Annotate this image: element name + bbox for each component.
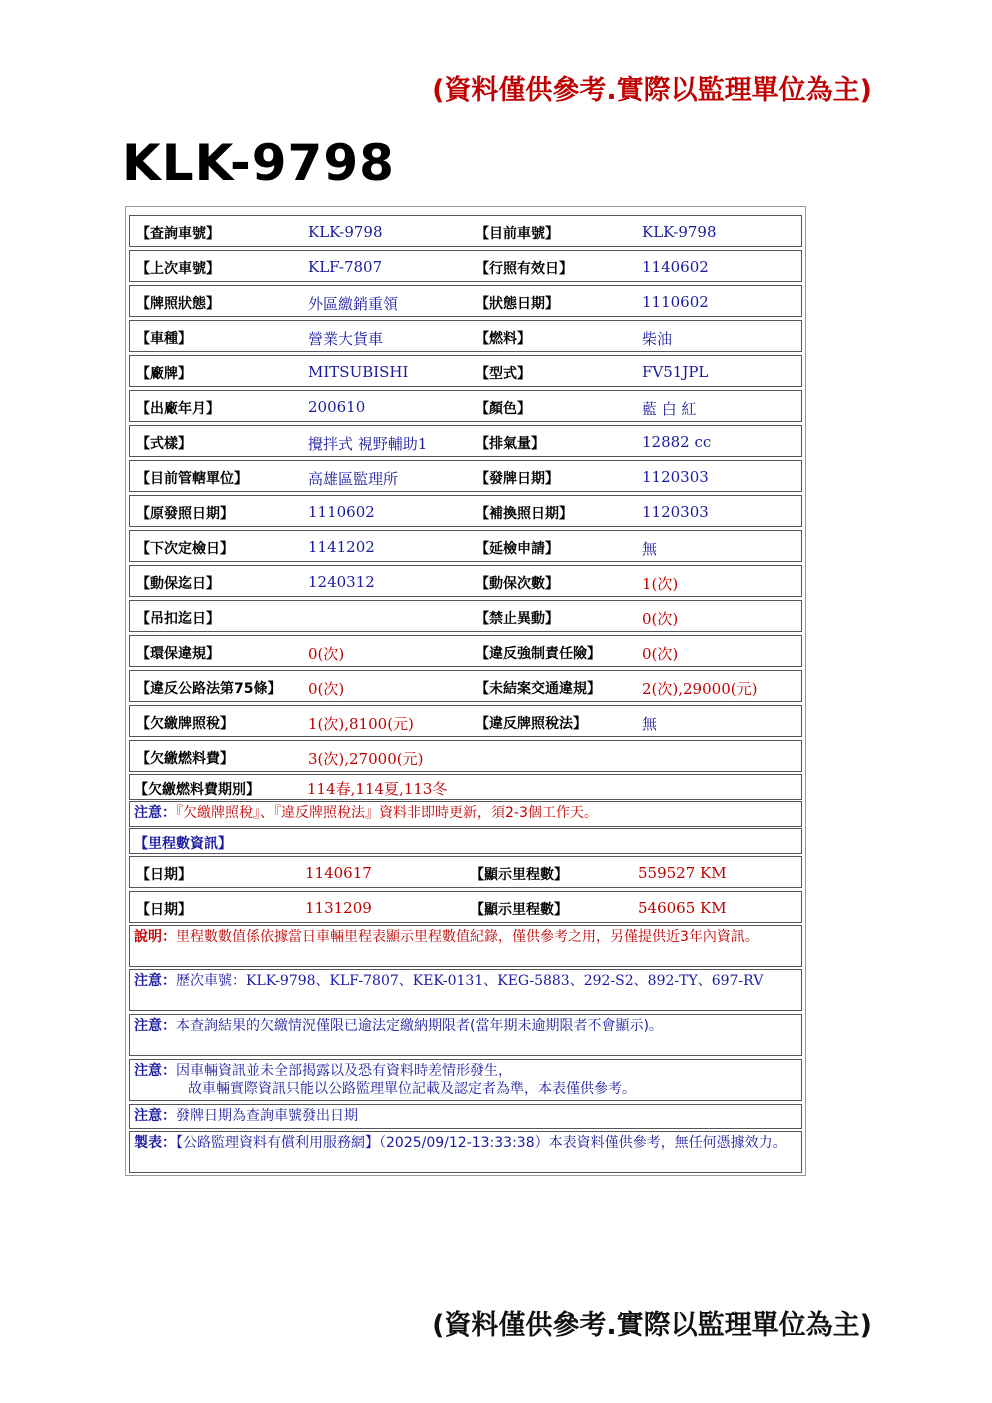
- field-label: 【查詢車號】: [136, 226, 220, 242]
- explain-head: 說明：: [134, 929, 176, 945]
- disclaimer-top: (資料僅供參考.實際以監理單位為主): [432, 75, 872, 106]
- field-label: 【燃料】: [475, 331, 531, 347]
- mileage-date-label: 【日期】: [136, 867, 192, 883]
- field-value: MITSUBISHI: [308, 363, 409, 381]
- mileage-row-2: [129, 891, 802, 923]
- field-label: 【目前車號】: [475, 226, 559, 242]
- fuel-period-value: 114春,114夏,113冬: [307, 780, 448, 798]
- info-row: [129, 355, 802, 387]
- field-value: 1240312: [308, 573, 375, 591]
- info-row: [129, 285, 802, 317]
- note2-row: [129, 1014, 802, 1056]
- plate-number-title: KLK-9798: [122, 134, 395, 192]
- history-row: [129, 969, 802, 1011]
- field-label: 【禁止異動】: [475, 611, 559, 627]
- note2-head: 注意：: [134, 1018, 176, 1034]
- field-value: 0(次): [308, 680, 345, 698]
- note4-head: 注意：: [134, 1108, 176, 1124]
- field-value: FV51JPL: [642, 363, 709, 381]
- field-label: 【排氣量】: [475, 436, 545, 452]
- field-value: 1(次),8100(元): [308, 715, 414, 733]
- note4-text: 發牌日期為查詢車號發出日期: [176, 1108, 358, 1124]
- field-value: 1140602: [642, 258, 709, 276]
- mileage-header-row: [129, 828, 802, 854]
- field-label: 【發牌日期】: [475, 471, 559, 487]
- field-label: 【違反牌照稅法】: [475, 716, 587, 732]
- fuel-period-row: [129, 774, 802, 800]
- footer-head: 製表：: [134, 1135, 176, 1151]
- field-label: 【動保迄日】: [136, 576, 220, 592]
- field-value: 0(次): [642, 610, 679, 628]
- field-value: 12882 cc: [642, 433, 712, 451]
- disclaimer-bottom: (資料僅供參考.實際以監理單位為主): [432, 1310, 872, 1341]
- info-row: [129, 215, 802, 247]
- mileage-km: 546065 KM: [638, 899, 727, 917]
- info-row: [129, 425, 802, 457]
- field-label: 【目前管轄單位】: [136, 471, 248, 487]
- note3-head: 注意：: [134, 1063, 176, 1079]
- field-value: 藍 白 紅: [642, 400, 697, 418]
- field-value: 1110602: [642, 293, 709, 311]
- footer-row: [129, 1131, 802, 1173]
- field-value: KLF-7807: [308, 258, 383, 276]
- notice-row: [129, 801, 802, 827]
- mileage-date-label: 【日期】: [136, 902, 192, 918]
- field-label: 【廠牌】: [136, 366, 192, 382]
- field-value: 無: [642, 540, 658, 558]
- field-value: 外區繳銷重領: [308, 295, 399, 313]
- field-value: 營業大貨車: [308, 330, 384, 348]
- field-value: 1120303: [642, 468, 709, 486]
- info-row: [129, 705, 802, 737]
- info-row: [129, 565, 802, 597]
- mileage-row-1: [129, 856, 802, 888]
- note3-line2: 故車輛實際資訊只能以公路監理單位記載及認定者為準，本表僅供參考。: [188, 1081, 636, 1097]
- field-label: 【吊扣迄日】: [136, 611, 220, 627]
- field-label: 【型式】: [475, 366, 531, 382]
- info-row: [129, 460, 802, 492]
- info-row: [129, 250, 802, 282]
- field-value: 200610: [308, 398, 366, 416]
- mileage-header: 【里程數資訊】: [134, 836, 232, 852]
- field-label: 【延檢申請】: [475, 541, 559, 557]
- info-row: [129, 740, 802, 772]
- footer-text: 【公路監理資料有償利用服務網】（2025/09/12-13:33:38）本表資料僅供參考，無任何憑據效力。: [176, 1135, 787, 1151]
- info-row: [129, 495, 802, 527]
- field-value: 1110602: [308, 503, 375, 521]
- info-row: [129, 600, 802, 632]
- field-label: 【顏色】: [475, 401, 531, 417]
- mileage-date: 1131209: [305, 899, 372, 917]
- field-label: 【行照有效日】: [475, 261, 573, 277]
- field-label: 【車種】: [136, 331, 192, 347]
- field-label: 【狀態日期】: [475, 296, 559, 312]
- field-label: 【出廠年月】: [136, 401, 220, 417]
- notice-text: 『欠繳牌照稅』、『違反牌照稅法』資料非即時更新，須2-3個工作天。: [176, 805, 598, 821]
- notice-head: 注意：: [134, 805, 176, 821]
- field-label: 【違反強制責任險】: [475, 646, 601, 662]
- field-label: 【上次車號】: [136, 261, 220, 277]
- history-text: 歷次車號：KLK-9798、KLF-7807、KEK-0131、KEG-5883、292-S2、892-TY、697-RV: [176, 973, 764, 989]
- field-value: 2(次),29000(元): [642, 680, 758, 698]
- field-value: 攪拌式 視野輔助1: [308, 435, 428, 453]
- field-label: 【牌照狀態】: [136, 296, 220, 312]
- field-label: 【欠繳牌照稅】: [136, 716, 234, 732]
- explain-text: 里程數數值係依據當日車輛里程表顯示里程數值紀錄，僅供參考之用，另僅提供近3年內資訊。: [176, 929, 759, 945]
- field-value: 3(次),27000(元): [308, 750, 424, 768]
- mileage-km: 559527 KM: [638, 864, 727, 882]
- note3-row: [129, 1059, 802, 1101]
- field-label: 【動保次數】: [475, 576, 559, 592]
- note3-line1: 因車輛資訊並未全部揭露以及恐有資料時差情形發生，: [176, 1063, 512, 1079]
- field-label: 【補換照日期】: [475, 506, 573, 522]
- field-label: 【下次定檢日】: [136, 541, 234, 557]
- field-value: 0(次): [642, 645, 679, 663]
- field-value: 1(次): [642, 575, 679, 593]
- field-value: 高雄區監理所: [308, 470, 399, 488]
- field-label: 【欠繳燃料費】: [136, 751, 234, 767]
- info-row: [129, 390, 802, 422]
- info-row: [129, 670, 802, 702]
- fuel-period-label: 【欠繳燃料費期別】: [134, 782, 260, 798]
- mileage-date: 1140617: [305, 864, 372, 882]
- field-value: 0(次): [308, 645, 345, 663]
- field-label: 【環保違規】: [136, 646, 220, 662]
- vehicle-info-sheet: [125, 206, 806, 1176]
- info-row: [129, 320, 802, 352]
- note2-text: 本查詢結果的欠繳情況僅限已逾法定繳納期限者(當年期未逾期限者不會顯示)。: [176, 1018, 663, 1034]
- field-label: 【式樣】: [136, 436, 192, 452]
- field-value: 1141202: [308, 538, 375, 556]
- explain-row: [129, 925, 802, 967]
- field-value: 柴油: [642, 330, 673, 348]
- note4-row: [129, 1104, 802, 1129]
- mileage-km-label: 【顯示里程數】: [470, 902, 568, 918]
- field-label: 【原發照日期】: [136, 506, 234, 522]
- mileage-km-label: 【顯示里程數】: [470, 867, 568, 883]
- history-head: 注意：: [134, 973, 176, 989]
- field-value: 1120303: [642, 503, 709, 521]
- info-row: [129, 530, 802, 562]
- field-value: 無: [642, 715, 658, 733]
- info-row: [129, 635, 802, 667]
- field-label: 【違反公路法第75條】: [136, 681, 282, 697]
- field-value: KLK-9798: [308, 223, 383, 241]
- field-label: 【未結案交通違規】: [475, 681, 601, 697]
- field-value: KLK-9798: [642, 223, 717, 241]
